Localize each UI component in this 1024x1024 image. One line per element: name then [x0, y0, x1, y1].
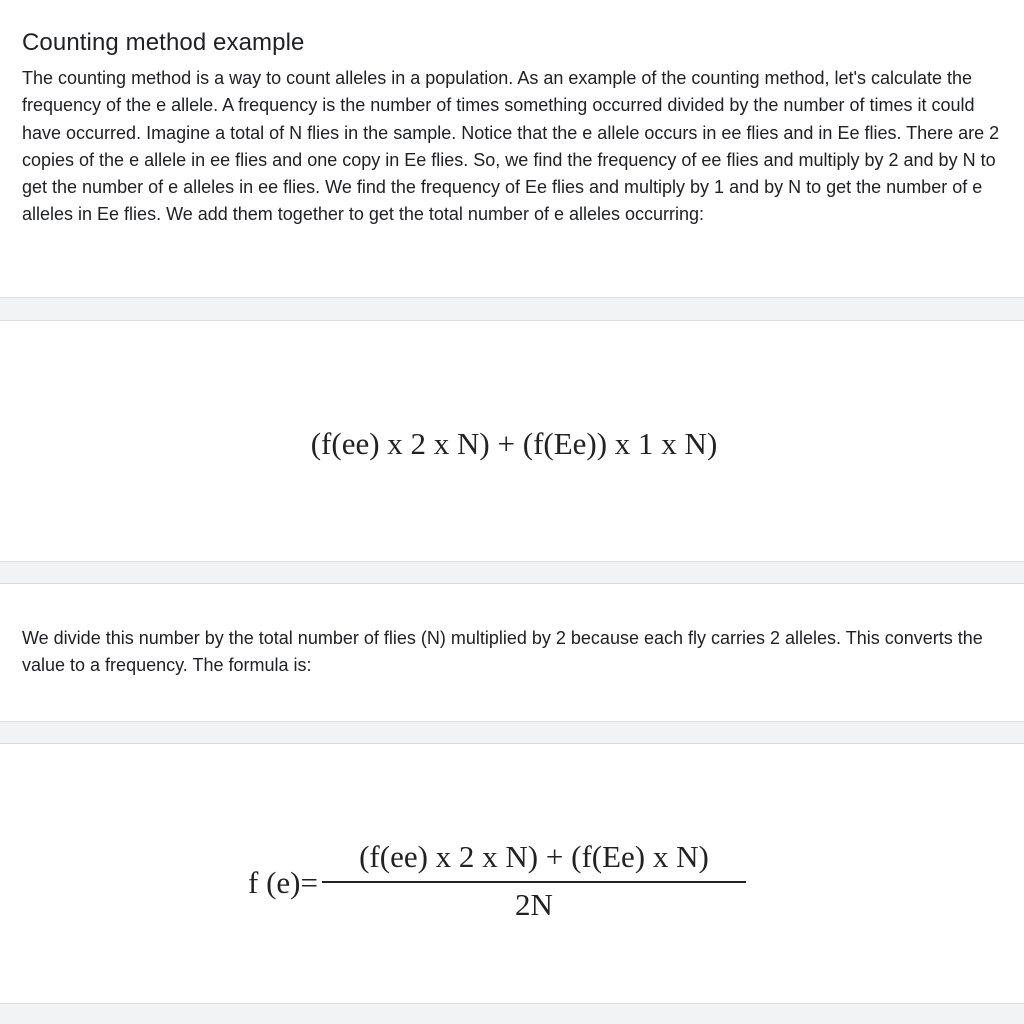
- formula-fraction: [322, 839, 746, 923]
- card-separator: [0, 1003, 1024, 1024]
- frequency-formula-card: [0, 744, 1024, 1003]
- allele-count-formula: (f(ee) x 2 x N) + (f(Ee)) x 1 x N): [310, 426, 718, 461]
- formula-numerator: (f(ee) x 2 x N) + (f(Ee) x N): [359, 839, 709, 874]
- card-separator: [0, 721, 1024, 744]
- card-separator: [0, 561, 1024, 584]
- frequency-formula: [248, 839, 746, 923]
- formula-denominator: 2N: [515, 887, 553, 922]
- divide-card: [0, 584, 1024, 721]
- divide-paragraph: We divide this number by the total number of flies (N) multiplied by 2 because each fly carries 2 alleles. This converts the value to a frequency. The formula is:: [22, 628, 983, 676]
- formula-lhs: f (e)=: [248, 865, 318, 900]
- intro-card: [0, 0, 1024, 297]
- intro-paragraph: The counting method is a way to count alleles in a population. As an example of the counting method, let's calculate the frequency of the e allele. A frequency is the number of times something occurred divided by the number of times it could have occurred. Imagine a total of N flies in the sample. Notice that the e allele occurs in ee flies and in Ee flies. There are 2 copies of the e allele in ee flies and one copy in Ee flies. So, we find the frequency of ee flies and multiply by 2 and by N to get the number of e alleles in ee flies. We find the frequency of Ee flies and multiply by 1 and by N to get the number of e alleles in Ee flies. We add them together to get the total number of e alleles occurring:: [22, 68, 1000, 225]
- card-separator: [0, 297, 1024, 321]
- formula-image-card: [0, 321, 1024, 561]
- section-title: Counting method example: [22, 29, 305, 56]
